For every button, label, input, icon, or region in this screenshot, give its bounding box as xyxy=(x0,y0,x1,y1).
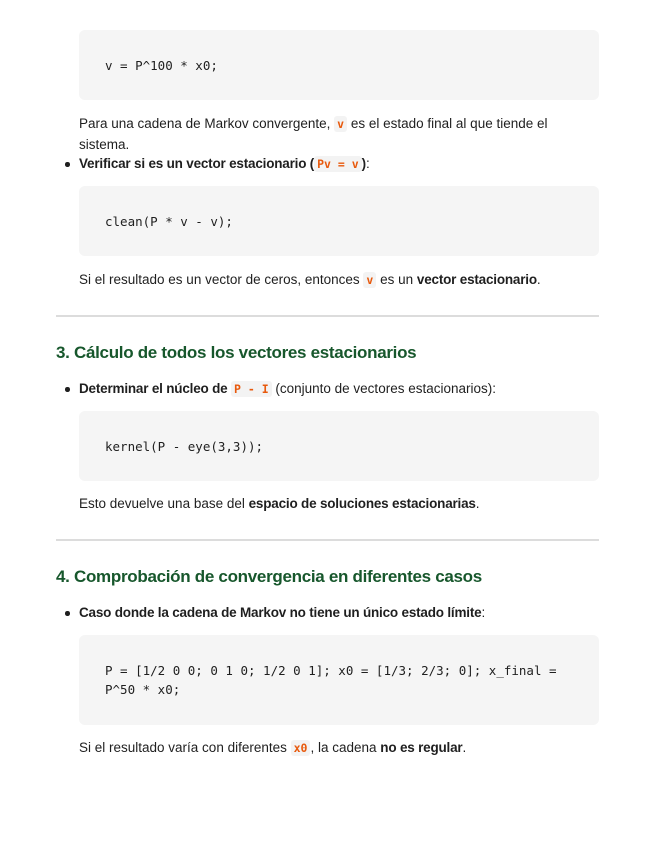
paragraph-text: es un xyxy=(376,272,417,287)
code-block-kernel xyxy=(79,411,599,481)
code-text: v = P^100 * x0; xyxy=(105,57,218,73)
section-heading-4: 4. Comprobación de convergencia en diferentes casos xyxy=(56,567,482,586)
paragraph-text: , la cadena xyxy=(310,740,381,755)
paragraph-zero-vector xyxy=(79,270,579,291)
paragraph-text: Si el resultado varía con diferentes xyxy=(79,740,291,755)
section-heading-3: 3. Cálculo de todos los vectores estacionarios xyxy=(56,343,417,362)
bold-text: no es regular xyxy=(380,740,463,755)
paragraph-not-regular xyxy=(79,738,579,759)
paragraph-final-state xyxy=(79,114,579,154)
bold-text: Caso donde la cadena de Markov no tiene un único estado límite xyxy=(79,605,482,620)
list-item-tail: : xyxy=(481,605,486,620)
bold-text: ) xyxy=(361,156,366,171)
paragraph-text: . xyxy=(475,496,480,511)
list-item-kernel xyxy=(79,379,599,399)
list-item-tail: : xyxy=(365,156,370,171)
paragraph-text: . xyxy=(462,740,467,755)
bold-text: vector estacionario xyxy=(416,272,537,287)
code-block-convergence-case xyxy=(79,635,599,725)
inline-code-v: v xyxy=(363,272,376,288)
bold-text: Verificar si es un vector estacionario ( xyxy=(79,156,315,171)
list-item-verify-stationary xyxy=(79,154,599,174)
code-text: clean(P * v - v); xyxy=(105,213,233,229)
list-item-non-unique-limit xyxy=(79,603,599,622)
paragraph-text: . xyxy=(536,272,541,287)
code-block-power-iteration xyxy=(79,30,599,100)
paragraph-text: es el estado final al que tiende el sistema. xyxy=(79,116,548,152)
bold-text: Determinar el núcleo de xyxy=(79,381,231,396)
paragraph-kernel-basis xyxy=(79,494,579,514)
code-text: kernel(P - eye(3,3)); xyxy=(105,438,264,454)
bold-text: espacio de soluciones estacionarias xyxy=(248,496,476,511)
code-block-clean-check xyxy=(79,186,599,256)
paragraph-text: Esto devuelve una base del xyxy=(79,496,249,511)
paragraph-text: Si el resultado es un vector de ceros, entonces xyxy=(79,272,364,287)
list-item-tail: (conjunto de vectores estacionarios): xyxy=(271,381,496,396)
section-divider xyxy=(56,539,599,541)
inline-code-v: v xyxy=(334,116,347,132)
inline-code-p-minus-i: P - I xyxy=(231,381,272,397)
inline-code-pv-eq-v: Pv = v xyxy=(314,156,362,172)
code-text: P = [1/2 0 0; 0 1 0; 1/2 0 1]; x0 = [1/3; 2/3; 0]; x_final = P^50 * x0; xyxy=(105,663,565,697)
section-divider xyxy=(56,315,599,317)
inline-code-x0: x0 xyxy=(291,740,311,756)
paragraph-text: Para una cadena de Markov convergente, xyxy=(79,116,335,131)
